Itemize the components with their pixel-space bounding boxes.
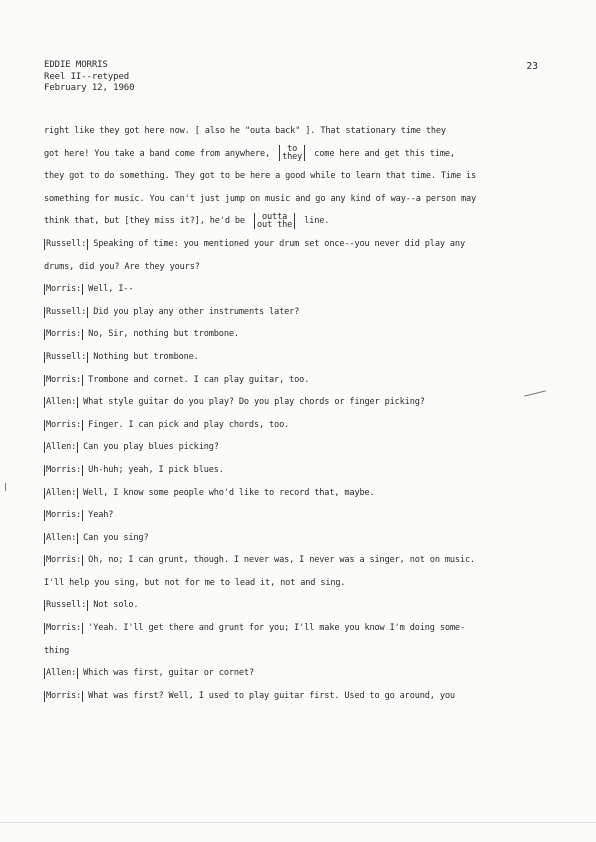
transcript-line xyxy=(44,210,544,233)
line-text: Finger. I can pick and play chords, too. xyxy=(88,419,290,430)
speaker-label: Russell: xyxy=(46,351,87,362)
transcript-line xyxy=(44,323,544,346)
line-text: Trombone and cornet. I can play guitar, too. xyxy=(88,374,310,385)
transcript-line xyxy=(44,549,544,572)
speaker-label: Morris: xyxy=(46,464,82,475)
header-title: EDDIE MORRIS xyxy=(44,60,108,70)
line-text: Which was first, guitar or cornet? xyxy=(83,668,254,679)
speaker-label: Morris: xyxy=(46,555,82,566)
transcript-line xyxy=(44,617,544,640)
transcript-line xyxy=(44,369,544,392)
line-text: Well, I know some people who'd like to record that, maybe. xyxy=(83,487,375,498)
line-text: Can you play blues picking? xyxy=(83,442,219,453)
speaker-label: Allen: xyxy=(46,442,77,453)
transcript-line xyxy=(44,572,544,595)
line-text: Speaking of time: you mentioned your drum set once--you never did play any xyxy=(93,238,465,249)
speaker-label: Allen: xyxy=(46,668,77,679)
line-text: Well, I-- xyxy=(88,284,134,295)
line-text: thing xyxy=(44,645,70,656)
line-text: Oh, no; I can grunt, though. I never was, I never was a singer, not on music. xyxy=(88,555,476,566)
transcript-line xyxy=(44,188,544,211)
line-text: No, Sir, nothing but trombone. xyxy=(88,329,239,340)
scan-edge xyxy=(0,822,596,823)
speaker-label: Morris: xyxy=(46,284,82,295)
line-text: Uh-huh; yeah, I pick blues. xyxy=(88,464,224,475)
pencil-mark xyxy=(5,483,6,491)
speaker-label: Morris: xyxy=(46,329,82,340)
line-text: Yeah? xyxy=(88,510,114,521)
transcript-line xyxy=(44,256,544,279)
line-text: I'll help you sing, but not for me to lead it, not and sing. xyxy=(44,577,346,588)
transcript-line xyxy=(44,120,544,143)
speaker-label: Russell: xyxy=(46,238,87,249)
page-header xyxy=(44,60,134,95)
line-text: right like they got here now. [ also he "outa back" ]. That stationary time they xyxy=(44,126,446,136)
speaker-label: Allen: xyxy=(46,487,77,498)
line-text: come here and get this time, xyxy=(309,148,455,159)
transcript-body xyxy=(44,120,544,707)
transcript-line xyxy=(44,640,544,663)
transcript-line xyxy=(44,594,544,617)
transcript-line xyxy=(44,662,544,685)
variant-top: to xyxy=(287,144,298,155)
line-text: Can you sing? xyxy=(83,532,149,543)
transcript-line xyxy=(44,143,544,166)
speaker-label: Morris: xyxy=(46,419,82,430)
line-text: got here! You take a band come from anywhere, xyxy=(44,148,276,159)
speaker-label: Morris: xyxy=(46,374,82,385)
transcript-line xyxy=(44,685,544,708)
variant-bottom: out the xyxy=(256,219,293,230)
line-text: something for music. You can't just jump on music and go any kind of way--a person may xyxy=(44,193,477,204)
header-date: February 12, 1960 xyxy=(44,83,135,93)
transcript-line xyxy=(44,301,544,324)
line-text: Not solo. xyxy=(93,600,139,611)
transcript-line xyxy=(44,391,544,414)
transcript-line xyxy=(44,346,544,369)
header-reel: Reel II--retyped xyxy=(44,71,130,82)
speaker-label: Russell: xyxy=(46,306,87,317)
transcript-line xyxy=(44,504,544,527)
transcript-line xyxy=(44,527,544,550)
line-text: Did you play any other instruments later? xyxy=(93,306,300,317)
speaker-label: Allen: xyxy=(46,532,77,543)
transcript-line xyxy=(44,165,544,188)
transcript-line xyxy=(44,459,544,482)
transcript-line xyxy=(44,414,544,437)
line-text: line. xyxy=(299,216,330,227)
transcript-line xyxy=(44,482,544,505)
transcript-line xyxy=(44,436,544,459)
line-text: 'Yeah. I'll get there and grunt for you; I'll make you know I'm doing some- xyxy=(88,623,465,634)
line-text: drums, did you? Are they yours? xyxy=(44,261,200,272)
speaker-label: Morris: xyxy=(46,690,82,701)
variant-bottom: they xyxy=(282,152,303,163)
bracket-variant xyxy=(279,145,305,161)
variant-top: outta xyxy=(262,211,288,222)
line-text: they got to do something. They got to be here a good while to learn that time. Time is xyxy=(44,171,477,182)
speaker-label: Allen: xyxy=(46,397,77,408)
bracket-variant xyxy=(254,213,295,229)
line-text: Nothing but trombone. xyxy=(93,351,199,362)
speaker-label: Russell: xyxy=(46,600,87,611)
line-text: think that, but [they miss it?], he'd be xyxy=(44,216,250,227)
speaker-label: Morris: xyxy=(46,623,82,634)
transcript-line xyxy=(44,278,544,301)
line-text: What was first? Well, I used to play guitar first. Used to go around, you xyxy=(88,690,455,701)
transcript-line xyxy=(44,233,544,256)
page-number: 23 xyxy=(526,61,538,72)
speaker-label: Morris: xyxy=(46,510,82,521)
line-text: What style guitar do you play? Do you play chords or finger picking? xyxy=(83,397,425,408)
